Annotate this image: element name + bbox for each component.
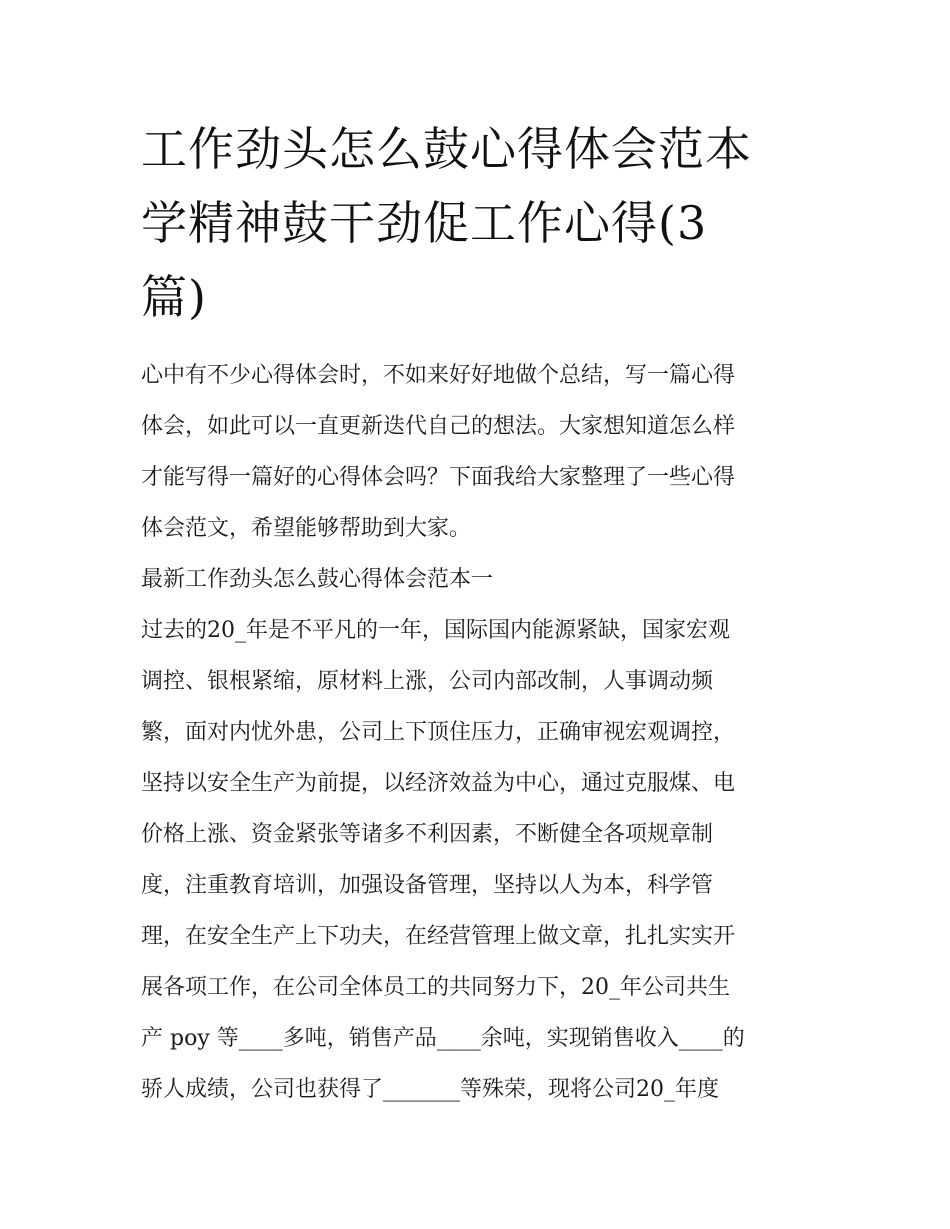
document-page	[141, 112, 813, 1115]
intro-line: 体会，如此可以一直更新迭代自己的想法。大家想知道怎么样	[141, 414, 736, 439]
body-line: 骄人成绩，公司也获得了_______等殊荣，现将公司20_年度	[141, 1077, 719, 1102]
document-title	[141, 112, 813, 334]
intro-line: 体会范文，希望能够帮助到大家。	[141, 516, 472, 541]
body-line: 理，在安全生产上下功夫，在经营管理上做文章，扎扎实实开	[141, 924, 736, 949]
body-line: 过去的20_年是不平凡的一年，国际国内能源紧缺，国家宏观	[141, 618, 730, 643]
title-line-2: 学精神鼓干劲促工作心得(3	[141, 196, 708, 250]
section-heading: 最新工作劲头怎么鼓心得体会范本一	[141, 567, 494, 592]
body-line: 坚持以安全生产为前提，以经济效益为中心，通过克服煤、电	[141, 771, 736, 796]
body-line: 展各项工作，在公司全体员工的共同努力下，20_年公司共生	[141, 975, 730, 1000]
body-line: 产 poy 等____多吨，销售产品____余吨，实现销售收入____的	[141, 1026, 745, 1051]
intro-paragraph	[141, 350, 813, 554]
body-line: 价格上涨、资金紧张等诸多不利因素，不断健全各项规章制	[141, 822, 714, 847]
intro-line: 才能写得一篇好的心得体会吗？下面我给大家整理了一些心得	[141, 465, 736, 490]
body-line: 度，注重教育培训，加强设备管理，坚持以人为本，科学管	[141, 873, 714, 898]
title-line-1: 工作劲头怎么鼓心得体会范本	[141, 122, 752, 176]
intro-line: 心中有不少心得体会时，不如来好好地做个总结，写一篇心得	[141, 363, 736, 388]
body-line: 繁，面对内忧外患，公司上下顶住压力，正确审视宏观调控，	[141, 720, 736, 745]
body-line: 调控、银根紧缩，原材料上涨，公司内部改制，人事调动频	[141, 669, 714, 694]
body-paragraph	[141, 605, 813, 1115]
document-body	[141, 350, 813, 1115]
title-line-3: 篇)	[141, 270, 207, 324]
